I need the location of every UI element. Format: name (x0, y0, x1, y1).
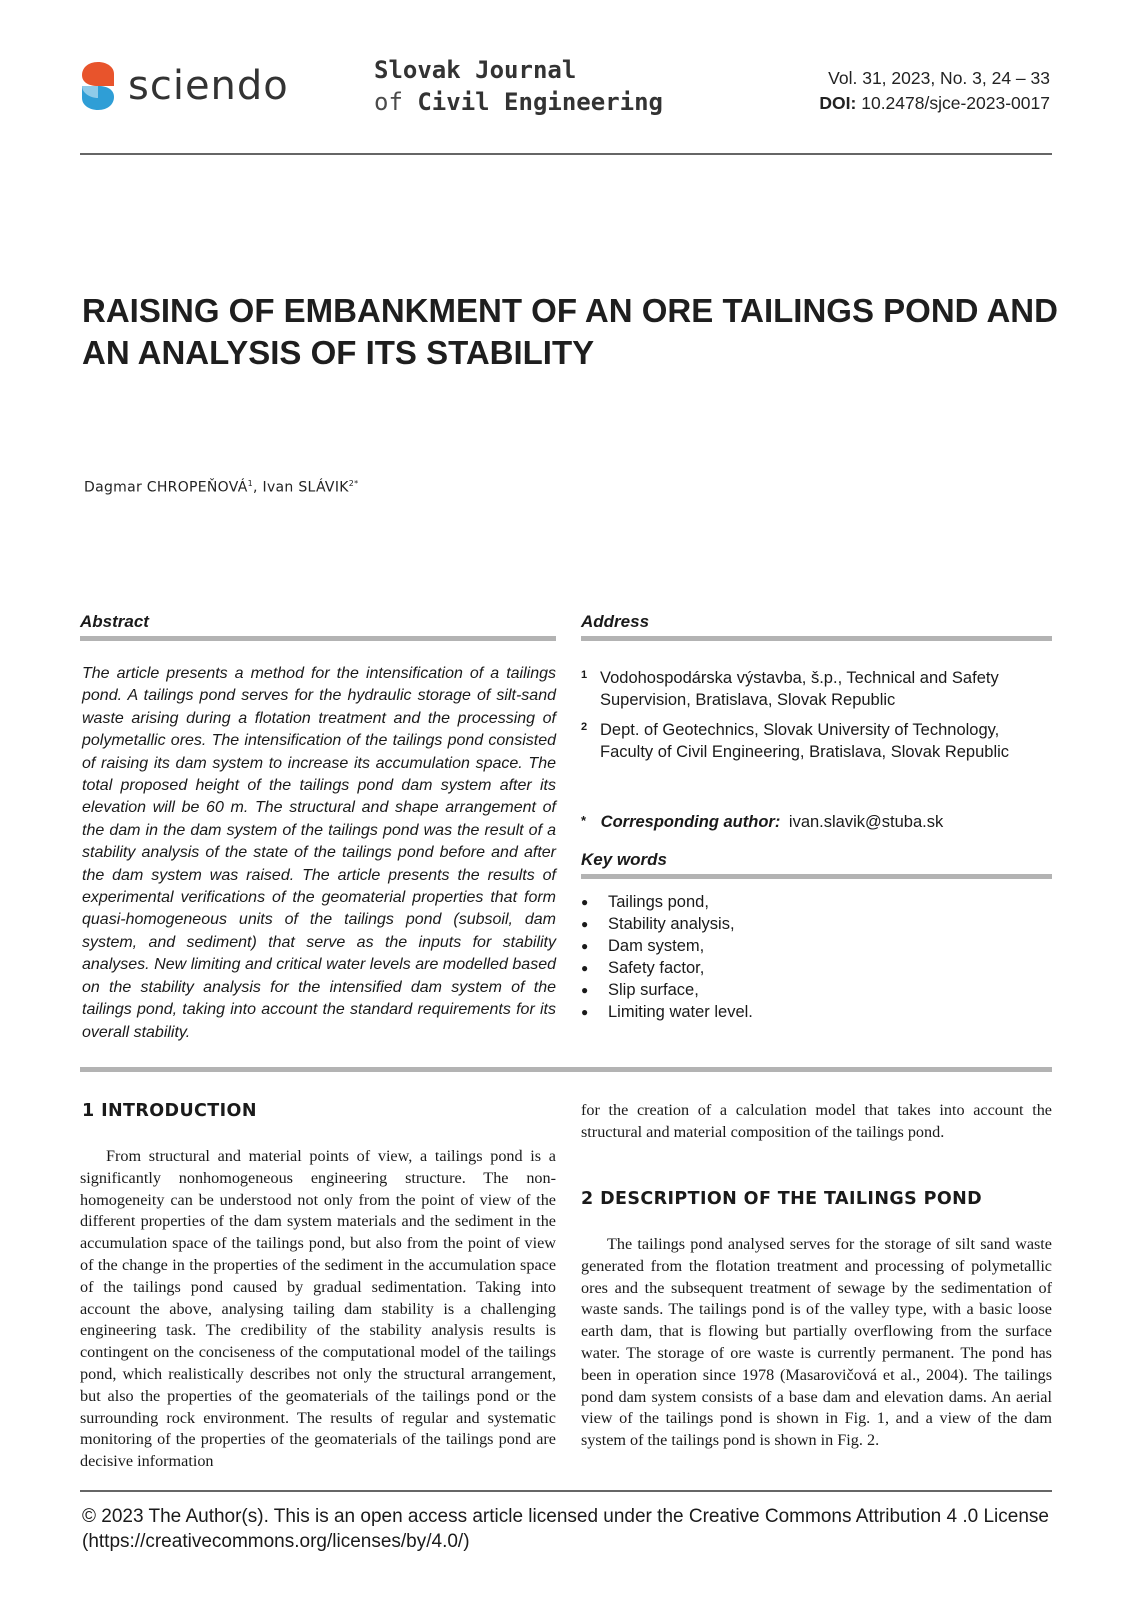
footer-divider (80, 1490, 1052, 1492)
description-heading: 2 DESCRIPTION OF THE TAILINGS POND (581, 1189, 983, 1209)
author-separator: , (253, 479, 263, 496)
author-1: Dagmar CHROPEŇOVÁ (84, 479, 248, 496)
corresponding-mark: * (581, 813, 587, 828)
keyword-item: ● Slip surface, (581, 979, 753, 1001)
sciendo-logo (80, 60, 320, 116)
abstract-heading: Abstract (80, 612, 149, 631)
abstract-rule (80, 636, 556, 641)
intro-continuation: for the creation of a calculation model that takes into account the structural and material composition of the tailings pond. (581, 1101, 1052, 1141)
volume-info: Vol. 31, 2023, No. 3, 24 – 33 (828, 68, 1050, 88)
keywords-rule (581, 874, 1052, 879)
keyword-item: ● Dam system, (581, 935, 753, 957)
journal-line-1: Slovak Journal (374, 56, 577, 84)
article-title: RAISING OF EMBANKMENT OF AN ORE TAILINGS POND AND AN ANALYSIS OF ITS STABILITY (82, 292, 1058, 371)
journal-name (374, 54, 663, 118)
address-rule (581, 636, 1052, 641)
address-number: 2 (581, 721, 588, 733)
journal-of: of (374, 88, 403, 116)
address-item-2 (581, 719, 1051, 763)
brand-name: sciendo (128, 63, 289, 109)
address-heading: Address (581, 612, 650, 631)
address-text: Vodohospodárska výstavba, š.p., Technical and Safety Supervision, Bratislava, Slovak Republic (600, 669, 999, 709)
address-text: Dept. of Geotechnics, Slovak University of Technology, Faculty of Civil Engineering, Bratislava, Slovak Republic (600, 721, 1010, 761)
doi-value[interactable]: 10.2478/sjce-2023-0017 (861, 93, 1050, 113)
intro-heading: 1 INTRODUCTION (82, 1101, 257, 1121)
keyword-item: ● Limiting water level. (581, 1001, 753, 1023)
intro-paragraph: From structural and material points of view, a tailings pond is a significantly nonhomogeneous engineering structure. The non-homogeneity can be understood not only from the point of view of the different properties of the dam system materials and the sediment in the accumulation space of the tailings pond, but also from the point of view of the change in the properties of the sediment in the accumulation space of the tailings pond caused by gradual sedimentation. Taking into account the above, analysing tailing dam stability is a challenging engineering task. The credibility of the stability analysis results is contingent on the conciseness of the computational model of the tailings pond, which realistically describes not only the structural arrangement, but also the properties of the geomaterials of the tailings pond or the surrounding rock environment. The results of regular and systematic monitoring of the properties of the geomaterials of the tailings pond are decisive information (80, 1147, 556, 1471)
keyword-item: ● Stability analysis, (581, 913, 753, 935)
description-paragraph: The tailings pond analysed serves for the storage of silt sand waste generated from the flotation treatment and processing of polymetallic ores and the subsequent treatment of sewage by the sedimentation of waste sands. The tailings pond is of the valley type, with a basic loose earth dam, that is flowing but partially overflowing from the surface water. The storage of ore waste is currently permanent. The pond has been in operation since 1978 (Masarovičová et al., 2004). The tailings pond dam system consists of a base dam and elevation dams. An aerial view of the tailings pond is shown in Fig. 1, and a view of the dam system of the tailings pond is shown in Fig. 2. (581, 1235, 1052, 1450)
keyword-item: ● Tailings pond, (581, 891, 753, 913)
journal-line-2-rest: Civil Engineering (417, 88, 663, 116)
abstract-text: The article presents a method for the intensification of a tailings pond. A tailings pond serves for the hydraulic storage of silt-sand waste arising during a flotation treatment and the processing of polymetallic ores. The intensification of the tailings pond consisted of raising its dam system to increase its accumulation space. The total proposed height of the tailings pond dam system after its elevation will be 60 m. The structural and shape arrangement of the dam in the dam system of the tailings pond was the result of a stability analysis of the state of the tailings pond before and after the dam system was raised. The article presents the results of experimental verifications of the geomaterial properties that form quasi-homogeneous units of the tailings pond (subsoil, dam system, and sediment) that serve as the inputs for stability analyses. New limiting and critical water levels are modelled based on the stability analysis for the intensified dam system of the tailings pond, taking into account the standard requirements for its overall stability. (82, 665, 556, 1041)
keywords-list (581, 891, 753, 1023)
sciendo-s-mark-icon (80, 60, 116, 112)
section-divider (80, 1067, 1052, 1072)
doi-label: DOI: (819, 93, 857, 113)
keywords-heading: Key words (581, 850, 667, 869)
corresponding-author (581, 811, 1051, 834)
header-divider (80, 153, 1052, 155)
author-1-affiliation: 1 (247, 479, 254, 488)
journal-line-2 (374, 86, 663, 118)
author-2: Ivan SLÁVIK (262, 479, 349, 496)
address-number: 1 (581, 669, 588, 681)
doi-line (819, 91, 1050, 116)
issue-info (819, 66, 1050, 116)
corresponding-email[interactable]: ivan.slavik@stuba.sk (788, 813, 944, 831)
address-item-1 (581, 667, 1051, 711)
corresponding-label: Corresponding author: (600, 813, 781, 831)
authors (84, 479, 358, 496)
author-2-affiliation: 2* (348, 479, 359, 488)
license-text: © 2023 The Author(s). This is an open access article licensed under the Creative Commons Attribution 4 .0 License (https://creativecommons.org/licenses/by/4.0/) (82, 1506, 1049, 1552)
keyword-item: ● Safety factor, (581, 957, 753, 979)
